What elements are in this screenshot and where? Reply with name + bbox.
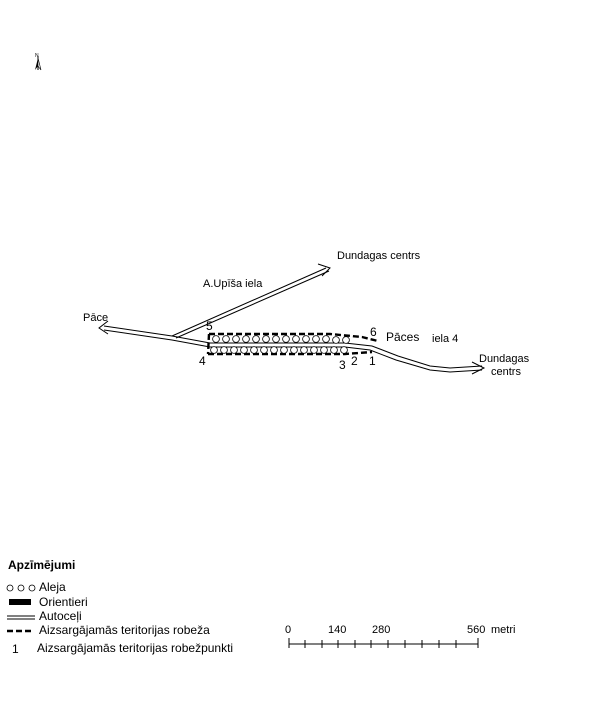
legend-item-boundary-points: Aizsargājamās teritorijas robežpunkti [37,641,234,655]
label-upisa-street: A.Upīša iela [203,278,263,290]
label-paces: Pāces [386,330,420,344]
legend-symbol-double-line [7,616,35,619]
boundary-point-6: 6 [370,325,377,339]
boundary-point-2: 2 [351,354,358,368]
scale-bar [289,638,478,648]
label-paces-iela-num: iela 4 [432,333,459,345]
scale-tick-140: 140 [328,624,347,636]
legend-item-boundary: Aizsargājamās teritorijas robeža [39,623,210,637]
legend-symbol-number: 1 [12,642,19,656]
arrow-dundagas-top [318,264,330,276]
north-arrow-label: N [35,53,39,59]
legend-title: Apzīmējumi [8,558,76,572]
legend-symbol-circles [7,585,35,591]
boundary-point-1: 1 [369,354,376,368]
label-dundagas-top: Dundagas centrs [337,250,421,262]
boundary-point-5: 5 [206,319,213,333]
label-pace: Pāce [83,312,109,324]
label-dundagas-right-2: centrs [491,366,521,378]
legend-symbol-bar [9,599,31,605]
scale-tick-560: 560 [467,624,486,636]
legend-item-autoceli: Autoceļi [39,609,82,623]
legend-item-aleja: Aleja [39,580,66,594]
boundary-point-4: 4 [199,354,206,368]
scale-tick-280: 280 [372,624,391,636]
legend-item-orientieri: Orientieri [39,595,88,609]
label-dundagas-right-1: Dundagas [479,353,530,365]
alley-trees [211,336,350,354]
scale-tick-0: 0 [285,624,292,636]
boundary-point-3: 3 [339,358,346,372]
scale-unit: metri [491,624,516,636]
